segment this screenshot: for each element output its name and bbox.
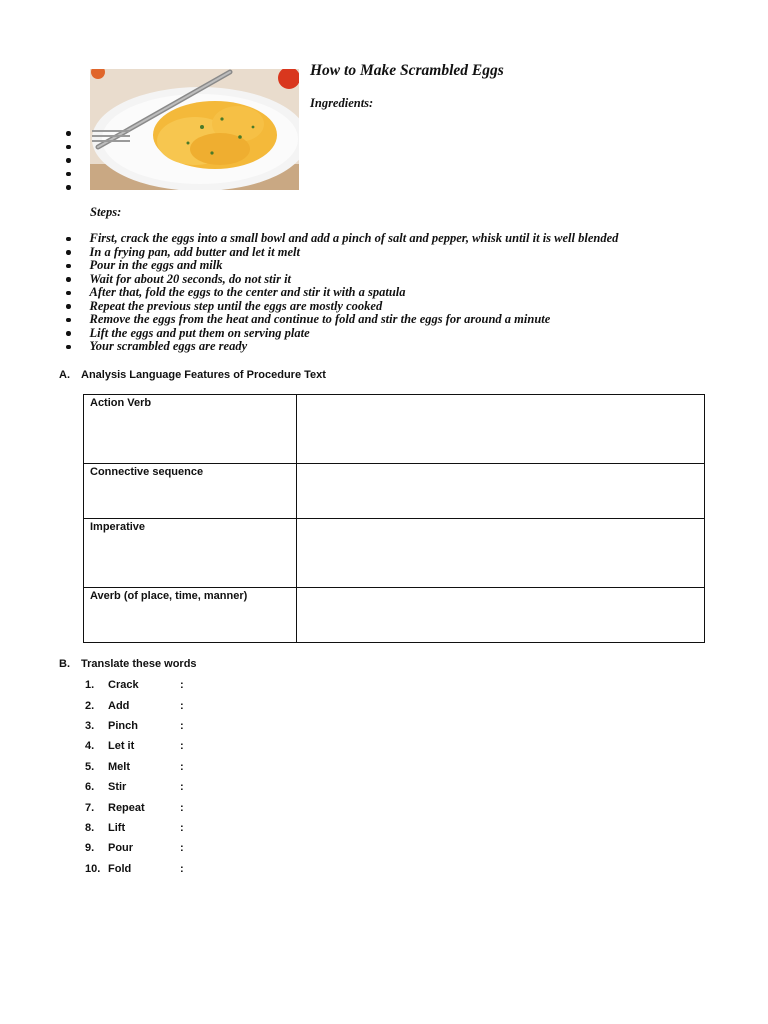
steps-heading: Steps:	[90, 205, 122, 219]
list-item	[66, 273, 618, 287]
answer-cell[interactable]	[297, 588, 705, 643]
step-text: In a frying pan, add butter and let it melt	[89, 244, 300, 259]
table-row	[84, 395, 705, 464]
colon: :	[180, 842, 184, 855]
list-item	[66, 286, 618, 300]
list-item	[85, 838, 184, 858]
bullet-icon	[66, 172, 71, 177]
item-number: 10.	[85, 862, 101, 875]
list-item	[85, 716, 184, 736]
item-number: 3.	[85, 719, 95, 732]
item-number: 4.	[85, 740, 95, 753]
answer-cell[interactable]	[297, 395, 705, 464]
colon: :	[180, 801, 184, 814]
bullet-icon	[66, 331, 71, 336]
step-text: Remove the eggs from the heat and continue to fold and stir the eggs for around a minute	[89, 312, 551, 326]
section-a-heading	[59, 369, 326, 381]
colon: :	[180, 821, 184, 834]
step-text: Wait for about 20 seconds, do not stir it	[89, 271, 292, 286]
bullet-icon	[66, 185, 71, 190]
item-word: Crack	[108, 679, 139, 692]
section-title: Analysis Language Features of Procedure Text	[81, 369, 326, 381]
item-word: Pinch	[108, 719, 138, 732]
bullet-icon	[66, 145, 71, 150]
item-word: Let it	[108, 740, 135, 753]
list-item	[85, 695, 184, 715]
colon: :	[180, 679, 184, 692]
bullet-icon	[66, 250, 71, 255]
item-number: 7.	[85, 801, 95, 814]
list-item	[66, 124, 71, 138]
row-label: Connective sequence	[84, 464, 297, 519]
bullet-icon	[66, 277, 71, 282]
bullet-icon	[66, 304, 71, 309]
recipe-title: How to Make Scrambled Eggs	[310, 62, 504, 79]
bullet-icon	[66, 318, 71, 323]
list-item	[85, 859, 184, 879]
bullet-icon	[66, 237, 71, 242]
colon: :	[180, 760, 184, 773]
list-item	[85, 818, 184, 838]
table-row	[84, 464, 705, 519]
list-item	[85, 736, 184, 756]
list-item	[66, 138, 71, 152]
list-item	[85, 797, 184, 817]
table-row	[84, 519, 705, 588]
translate-word-list	[85, 675, 184, 879]
list-item	[66, 340, 618, 354]
answer-cell[interactable]	[297, 519, 705, 588]
steps-list	[66, 232, 618, 354]
section-letter: A.	[59, 369, 70, 381]
ingredients-heading: Ingredients:	[310, 96, 374, 110]
list-item	[66, 151, 71, 165]
item-number: 6.	[85, 781, 95, 794]
bullet-icon	[66, 291, 71, 296]
item-word: Pour	[108, 842, 134, 855]
item-word: Fold	[108, 862, 132, 875]
item-number: 5.	[85, 760, 95, 773]
item-word: Stir	[108, 781, 127, 794]
item-word: Repeat	[108, 801, 145, 814]
list-item	[85, 777, 184, 797]
step-text: Your scrambled eggs are ready	[89, 339, 248, 353]
section-letter: B.	[59, 658, 70, 670]
item-number: 2.	[85, 699, 95, 712]
list-item	[66, 165, 71, 179]
colon: :	[180, 699, 184, 712]
row-label: Averb (of place, time, manner)	[84, 588, 297, 643]
colon: :	[180, 781, 184, 794]
bullet-icon	[66, 131, 71, 136]
scrambled-eggs-photo	[90, 69, 299, 190]
row-label: Imperative	[84, 519, 297, 588]
bullet-icon	[66, 158, 71, 163]
section-b-heading	[59, 658, 197, 670]
item-word: Lift	[108, 821, 126, 834]
step-text: Lift the eggs and put them on serving plate	[89, 325, 310, 340]
item-word: Add	[108, 699, 130, 712]
analysis-table	[83, 394, 705, 643]
list-item	[66, 313, 618, 327]
step-text: After that, fold the eggs to the center and stir it with a spatula	[89, 285, 406, 299]
bullet-icon	[66, 264, 71, 269]
colon: :	[180, 740, 184, 753]
step-text: Pour in the eggs and milk	[89, 258, 223, 272]
list-item	[66, 327, 618, 341]
answer-cell[interactable]	[297, 464, 705, 519]
list-item	[66, 300, 618, 314]
item-word: Melt	[108, 760, 130, 773]
colon: :	[180, 719, 184, 732]
list-item	[66, 259, 618, 273]
colon: :	[180, 862, 184, 875]
item-number: 1.	[85, 679, 95, 692]
list-item	[66, 178, 71, 192]
item-number: 8.	[85, 821, 95, 834]
row-label: Action Verb	[84, 395, 297, 464]
list-item	[66, 232, 618, 246]
list-item	[66, 246, 618, 260]
step-text: Repeat the previous step until the eggs are mostly cooked	[89, 298, 383, 313]
step-text: First, crack the eggs into a small bowl and add a pinch of salt and pepper, whisk until it is well blended	[89, 231, 619, 245]
table-row	[84, 588, 705, 643]
list-item	[85, 757, 184, 777]
section-title: Translate these words	[81, 658, 197, 670]
ingredients-list	[66, 124, 71, 192]
list-item	[85, 675, 184, 695]
bullet-icon	[66, 345, 71, 350]
item-number: 9.	[85, 842, 95, 855]
